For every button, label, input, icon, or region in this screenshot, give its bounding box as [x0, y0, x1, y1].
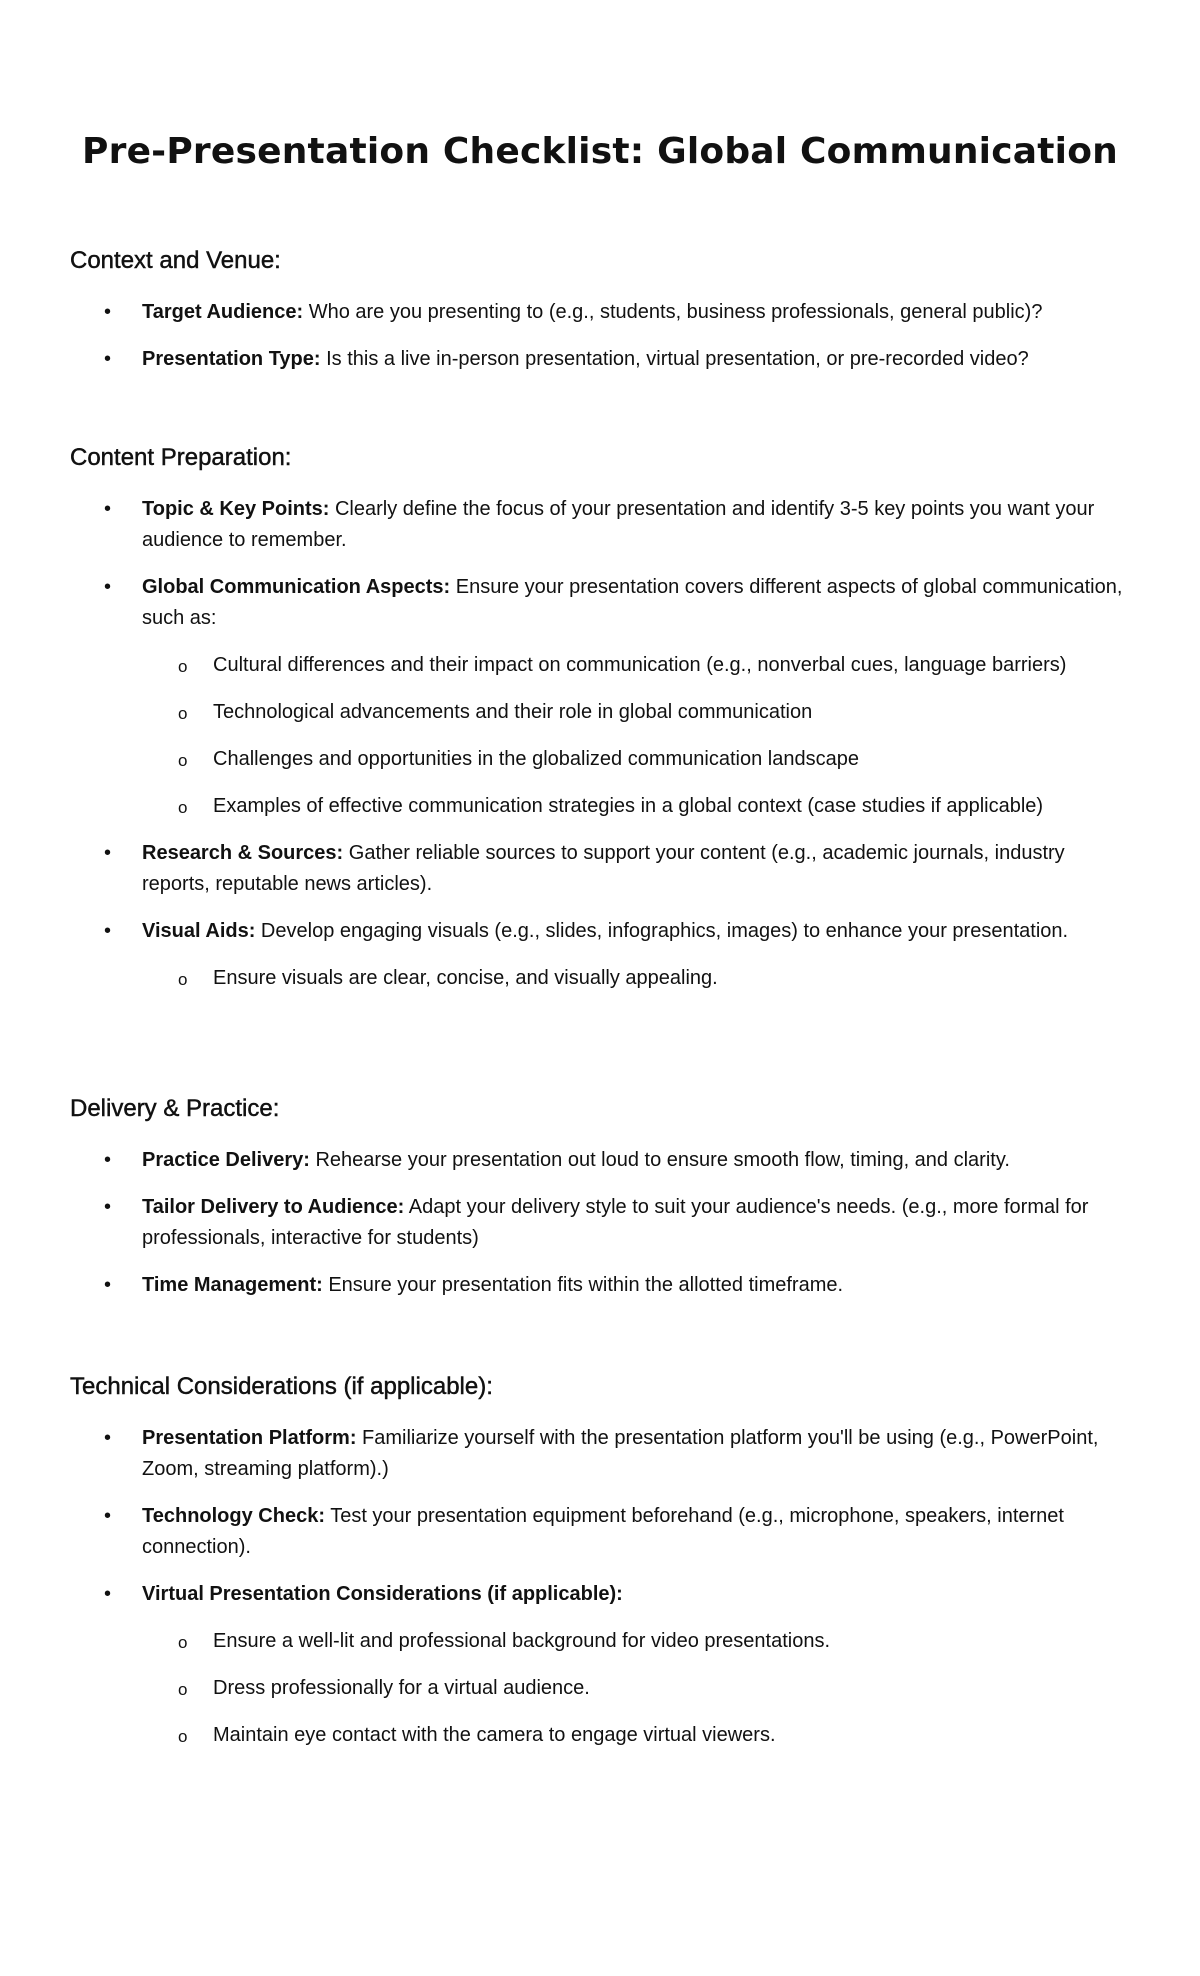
- list-item: [70, 1501, 1130, 1563]
- sub-item-text: Ensure a well-lit and professional background for video presentations.: [213, 1630, 831, 1652]
- section-content-preparation: [70, 438, 1130, 994]
- sub-list-item: [70, 650, 1130, 681]
- bullet-icon: •: [104, 498, 112, 520]
- sub-list-item: [70, 697, 1130, 728]
- item-text: Who are you presenting to (e.g., students, business professionals, general public)?: [303, 301, 1043, 323]
- list-item: [70, 1579, 1130, 1751]
- sub-item-text: Maintain eye contact with the camera to engage virtual viewers.: [213, 1724, 776, 1746]
- circle-bullet-icon: o: [178, 798, 188, 817]
- sub-list-item: [70, 791, 1130, 822]
- sub-bullet-list: [142, 1626, 1130, 1751]
- item-text: Rehearse your presentation out loud to ensure smooth flow, timing, and clarity.: [309, 1149, 1010, 1171]
- item-label: Presentation Platform:: [142, 1427, 357, 1449]
- bullet-icon: •: [104, 301, 112, 323]
- item-text: Ensure your presentation fits within the allotted timeframe.: [322, 1274, 844, 1296]
- section-heading: Technical Considerations (if applicable):: [70, 1373, 493, 1400]
- sub-item-text: Ensure visuals are clear, concise, and visually appealing.: [213, 967, 718, 989]
- item-label: Topic & Key Points:: [142, 498, 330, 520]
- sub-bullet-list: [142, 963, 1130, 994]
- sub-list-item: [70, 1720, 1130, 1751]
- sub-item-text: Dress professionally for a virtual audience.: [213, 1677, 590, 1699]
- bullet-icon: •: [104, 1196, 112, 1218]
- bullet-icon: •: [104, 1427, 112, 1449]
- sub-list-item: [70, 1673, 1130, 1704]
- list-item: [70, 572, 1130, 822]
- item-text: Is this a live in-person presentation, virtual presentation, or pre-recorded video?: [320, 348, 1029, 370]
- circle-bullet-icon: o: [178, 657, 188, 676]
- bullet-list: [70, 297, 1130, 375]
- bullet-icon: •: [104, 348, 112, 370]
- list-item: [70, 1270, 1130, 1301]
- section-delivery-and-practice: [70, 1089, 1130, 1301]
- list-item: [70, 916, 1130, 994]
- sub-item-text: Technological advancements and their role in global communication: [213, 701, 813, 723]
- item-text: Develop engaging visuals (e.g., slides, infographics, images) to enhance your presentation.: [255, 920, 1069, 942]
- list-item: [70, 1145, 1130, 1176]
- item-text: Ensure your presentation covers different aspects of global communication, such as:: [142, 576, 1123, 629]
- item-label: Target Audience:: [142, 301, 304, 323]
- bullet-icon: •: [104, 1505, 112, 1527]
- item-label: Presentation Type:: [142, 348, 321, 370]
- section-heading: Content Preparation:: [70, 444, 292, 471]
- bullet-icon: •: [104, 1583, 112, 1605]
- list-item: [70, 1192, 1130, 1254]
- circle-bullet-icon: o: [178, 970, 188, 989]
- section-technical-considerations: [70, 1367, 1130, 1751]
- document-title: Pre-Presentation Checklist: Global Communication: [82, 131, 1118, 172]
- bullet-icon: •: [104, 920, 112, 942]
- bullet-list: [70, 1423, 1130, 1751]
- item-text: Gather reliable sources to support your content (e.g., academic journals, industry reports, reputable news articles).: [142, 842, 1065, 895]
- item-label: Research & Sources:: [142, 842, 344, 864]
- item-label: Practice Delivery:: [142, 1149, 310, 1171]
- bullet-icon: •: [104, 1274, 112, 1296]
- section-heading: Context and Venue:: [70, 247, 281, 274]
- sub-list-item: [70, 1626, 1130, 1657]
- item-label: Virtual Presentation Considerations (if applicable):: [142, 1583, 623, 1605]
- bullet-icon: •: [104, 576, 112, 598]
- list-item: [70, 1423, 1130, 1485]
- list-item: [70, 838, 1130, 900]
- item-label: Tailor Delivery to Audience:: [142, 1196, 405, 1218]
- circle-bullet-icon: o: [178, 1727, 188, 1746]
- bullet-icon: •: [104, 1149, 112, 1171]
- sub-item-text: Challenges and opportunities in the globalized communication landscape: [213, 748, 859, 770]
- sub-list-item: [70, 963, 1130, 994]
- circle-bullet-icon: o: [178, 1680, 188, 1699]
- circle-bullet-icon: o: [178, 704, 188, 723]
- bullet-list: [70, 1145, 1130, 1301]
- sub-list-item: [70, 744, 1130, 775]
- sub-item-text: Cultural differences and their impact on communication (e.g., nonverbal cues, language barriers): [213, 654, 1067, 676]
- sub-item-text: Examples of effective communication strategies in a global context (case studies if applicable): [213, 795, 1044, 817]
- item-label: Technology Check:: [142, 1505, 325, 1527]
- circle-bullet-icon: o: [178, 1633, 188, 1652]
- list-item: [70, 297, 1130, 328]
- item-label: Global Communication Aspects:: [142, 576, 451, 598]
- item-text: Adapt your delivery style to suit your audience's needs. (e.g., more formal for professionals, interactive for students): [142, 1196, 1089, 1249]
- sub-bullet-list: [142, 650, 1130, 822]
- item-text: Test your presentation equipment beforehand (e.g., microphone, speakers, internet connection).: [142, 1505, 1064, 1558]
- bullet-icon: •: [104, 842, 112, 864]
- circle-bullet-icon: o: [178, 751, 188, 770]
- list-item: [70, 494, 1130, 556]
- list-item: [70, 344, 1130, 375]
- item-label: Visual Aids:: [142, 920, 256, 942]
- section-context-and-venue: [70, 241, 1130, 375]
- bullet-list: [70, 494, 1130, 994]
- item-text: Clearly define the focus of your presentation and identify 3-5 key points you want your audience to remember.: [142, 498, 1095, 551]
- section-heading: Delivery & Practice:: [70, 1095, 280, 1122]
- item-text: Familiarize yourself with the presentation platform you'll be using (e.g., PowerPoint, Zoom, streaming platform).): [142, 1427, 1099, 1480]
- item-label: Time Management:: [142, 1274, 323, 1296]
